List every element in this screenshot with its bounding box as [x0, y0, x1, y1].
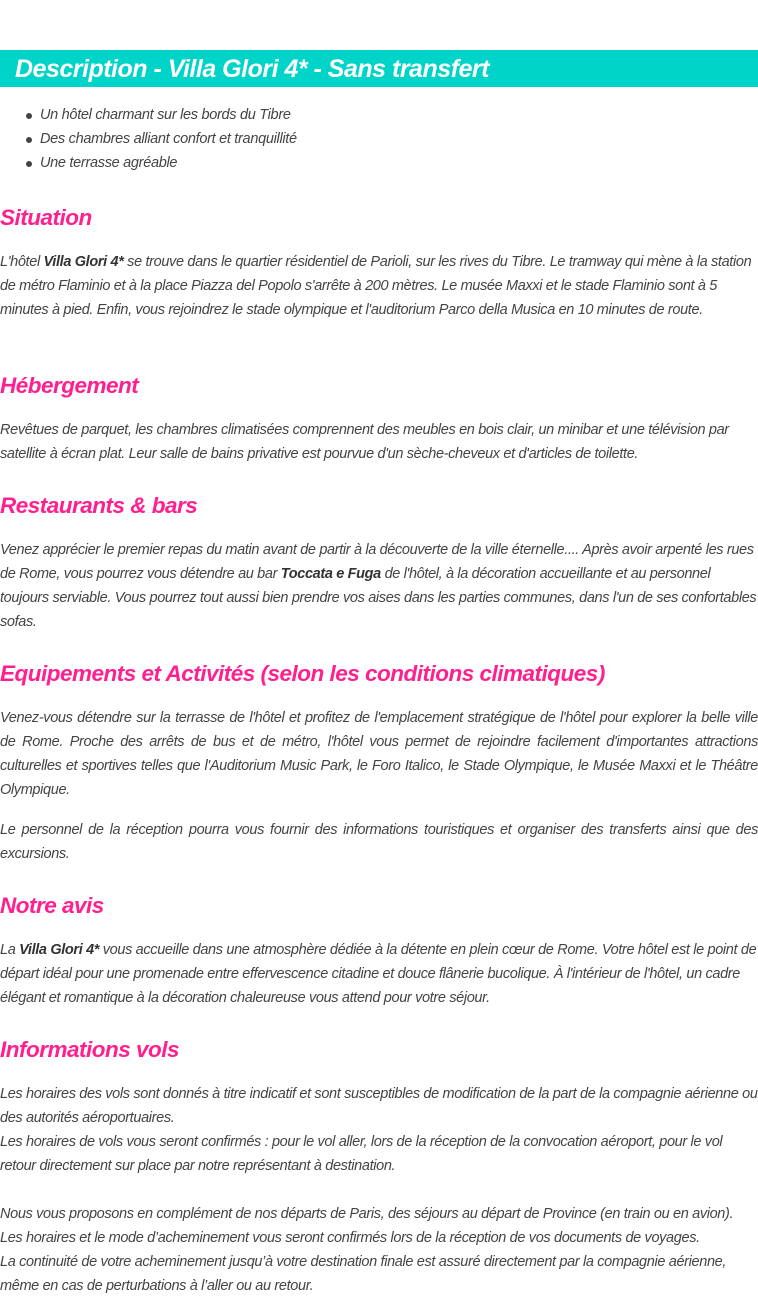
- section-informations-vols: [0, 1036, 758, 1298]
- section-paragraph: La Villa Glori 4* vous accueille dans une atmosphère dédiée à la détente en plein cœur de Rome. Votre hôtel est le point de départ idéal pour une promenade entre effervescence citadine et douce flânerie bucolique. À l'intérieur de l'hôtel, un cadre élégant et romantique à la décoration chaleureuse vous attend pour votre séjour.: [0, 942, 757, 1006]
- highlight-item: Un hôtel charmant sur les bords du Tibre: [0, 103, 297, 127]
- bullet-icon: [26, 137, 32, 143]
- section-heading: Situation: [0, 205, 92, 230]
- section-heading: Notre avis: [0, 893, 104, 918]
- bullet-icon: [26, 113, 32, 119]
- section-restaurants: [0, 492, 758, 634]
- hotel-name: Villa Glori 4*: [43, 254, 124, 270]
- hotel-name: Villa Glori 4*: [19, 942, 100, 958]
- section-paragraph: L'hôtel Villa Glori 4* se trouve dans le quartier résidentiel de Parioli, sur les rives du Tibre. Le tramway qui mène à la station de métro Flaminio et à la place Piazza del Popolo s'arrête à 200 mètres. Le musée Maxxi et le stade Flaminio sont à 5 minutes à pied. Enfin, vous rejoindrez le stade olympique et l'auditorium Parco della Musica en 10 minutes de route.: [0, 254, 752, 318]
- section-heading: Equipements et Activités (selon les conditions climatiques): [0, 661, 605, 686]
- bar-name: Toccata e Fuga: [280, 566, 381, 582]
- section-situation: [0, 204, 758, 322]
- highlight-item: Une terrasse agréable: [0, 151, 297, 175]
- highlight-item: Des chambres alliant confort et tranquillité: [0, 127, 297, 151]
- section-notre-avis: [0, 892, 758, 1010]
- section-heading: Restaurants & bars: [0, 493, 198, 518]
- section-heading: Hébergement: [0, 373, 139, 398]
- section-paragraph: Les horaires des vols sont donnés à titre indicatif et sont susceptibles de modification de la part de la compagnie aérienne ou des autorités aéroportuaires. Les horaires de vols vous seront confirmés : pour le vol aller, lors de la réception de la convocation aéroport, pour le vol retour directement sur place par notre représentant à destination. Nous vous proposons en complément de nos départs de Paris, des séjours au départ de Province (en train ou en avion). Les horaires et le mode d’acheminement vous seront confirmés lors de la réception de vos documents de voyages. La continuité de votre acheminement jusqu’à votre destination finale est assuré directement par la compagnie aérienne, même en cas de perturbations à l’aller ou au retour.: [0, 1086, 758, 1294]
- section-paragraph: Le personnel de la réception pourra vous fournir des informations touristiques et organiser des transferts ainsi que des excursions.: [0, 822, 758, 862]
- section-paragraph: Venez-vous détendre sur la terrasse de l'hôtel et profitez de l'emplacement stratégique de l'hôtel pour explorer la belle ville de Rome. Proche des arrêts de bus et de métro, l'hôtel vous permet de rejoindre facilement d'importantes attractions culturelles et sportives telles que l'Auditorium Music Park, le Foro Italico, le Stade Olympique, le Musée Maxxi et le Théâtre Olympique.: [0, 710, 758, 798]
- bullet-icon: [26, 161, 32, 167]
- page-title: Description - Villa Glori 4* - Sans transfert: [15, 55, 489, 83]
- description-title-bar: [0, 50, 758, 87]
- section-hebergement: [0, 372, 758, 466]
- section-paragraph: Revêtues de parquet, les chambres climatisées comprennent des meubles en bois clair, un minibar et une télévision par satellite à écran plat. Leur salle de bains privative est pourvue d'un sèche-cheveux et d'articles de toilette.: [0, 422, 729, 462]
- section-paragraph: Venez apprécier le premier repas du matin avant de partir à la découverte de la ville éternelle.... Après avoir arpenté les rues de Rome, vous pourrez vous détendre au bar Toccata e Fuga de l'hôtel, à la décoration accueillante et au personnel toujours serviable. Vous pourrez tout aussi bien prendre vos aises dans les parties communes, dans l'un de ses confortables sofas.: [0, 542, 757, 630]
- section-heading: Informations vols: [0, 1037, 180, 1062]
- highlights-list: [0, 103, 297, 175]
- section-equipements: [0, 660, 758, 866]
